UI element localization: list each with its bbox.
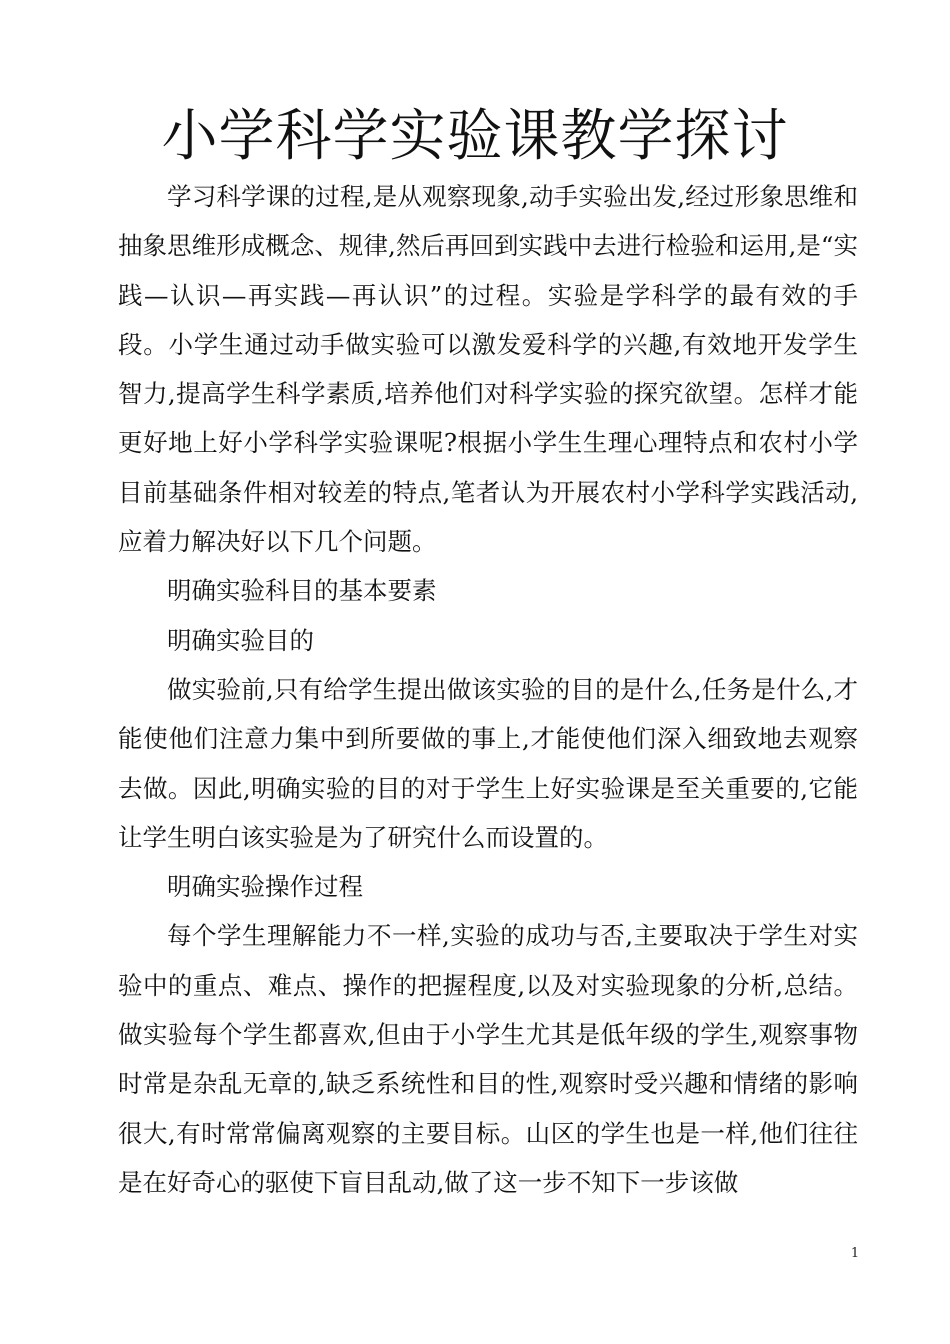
section-heading-basic-elements: 明确实验科目的基本要素 [167, 576, 437, 606]
subsection-heading-purpose: 明确实验目的 [167, 625, 314, 655]
body-paragraph-process: 每个学生理解能力不一样,实验的成功与否,主要取决于学生对实验中的重点、难点、操作的把握程度,以及对实验现象的分析,总结。做实验每个学生都喜欢,但由于小学生尤其是低年级的学生,观察事物时常是杂乱无章的,缺乏系统性和目的性,观察时受兴趣和情绪的影响很大,有时常常偏离观察的主要目标。山区的学生也是一样,他们往往是在好奇心的驱使下盲目乱动,做了这一步不知下一步该做 [118, 921, 858, 1197]
document-body [118, 172, 858, 1207]
page-number: 1 [850, 1246, 860, 1261]
body-paragraph-intro: 学习科学课的过程,是从观察现象,动手实验出发,经过形象思维和抽象思维形成概念、规律,然后再回到实践中去进行检验和运用,是“实践—认识—再实践—再认识”的过程。实验是学科学的最有效的手段。小学生通过动手做实验可以激发爱科学的兴趣,有效地开发学生智力,提高学生科学素质,培养他们对科学实验的探究欲望。怎样才能更好地上好小学科学实验课呢?根据小学生生理心理特点和农村小学目前基础条件相对较差的特点,笔者认为开展农村小学科学实践活动,应着力解决好以下几个问题。 [118, 182, 858, 557]
body-paragraph-purpose: 做实验前,只有给学生提出做该实验的目的是什么,任务是什么,才能使他们注意力集中到所要做的事上,才能使他们深入细致地去观察去做。因此,明确实验的目的对于学生上好实验课是至关重要的,它能让学生明白该实验是为了研究什么而设置的。 [118, 674, 858, 852]
subsection-heading-process: 明确实验操作过程 [167, 872, 363, 902]
document-title: 小学科学实验课教学探讨 [161, 104, 789, 169]
